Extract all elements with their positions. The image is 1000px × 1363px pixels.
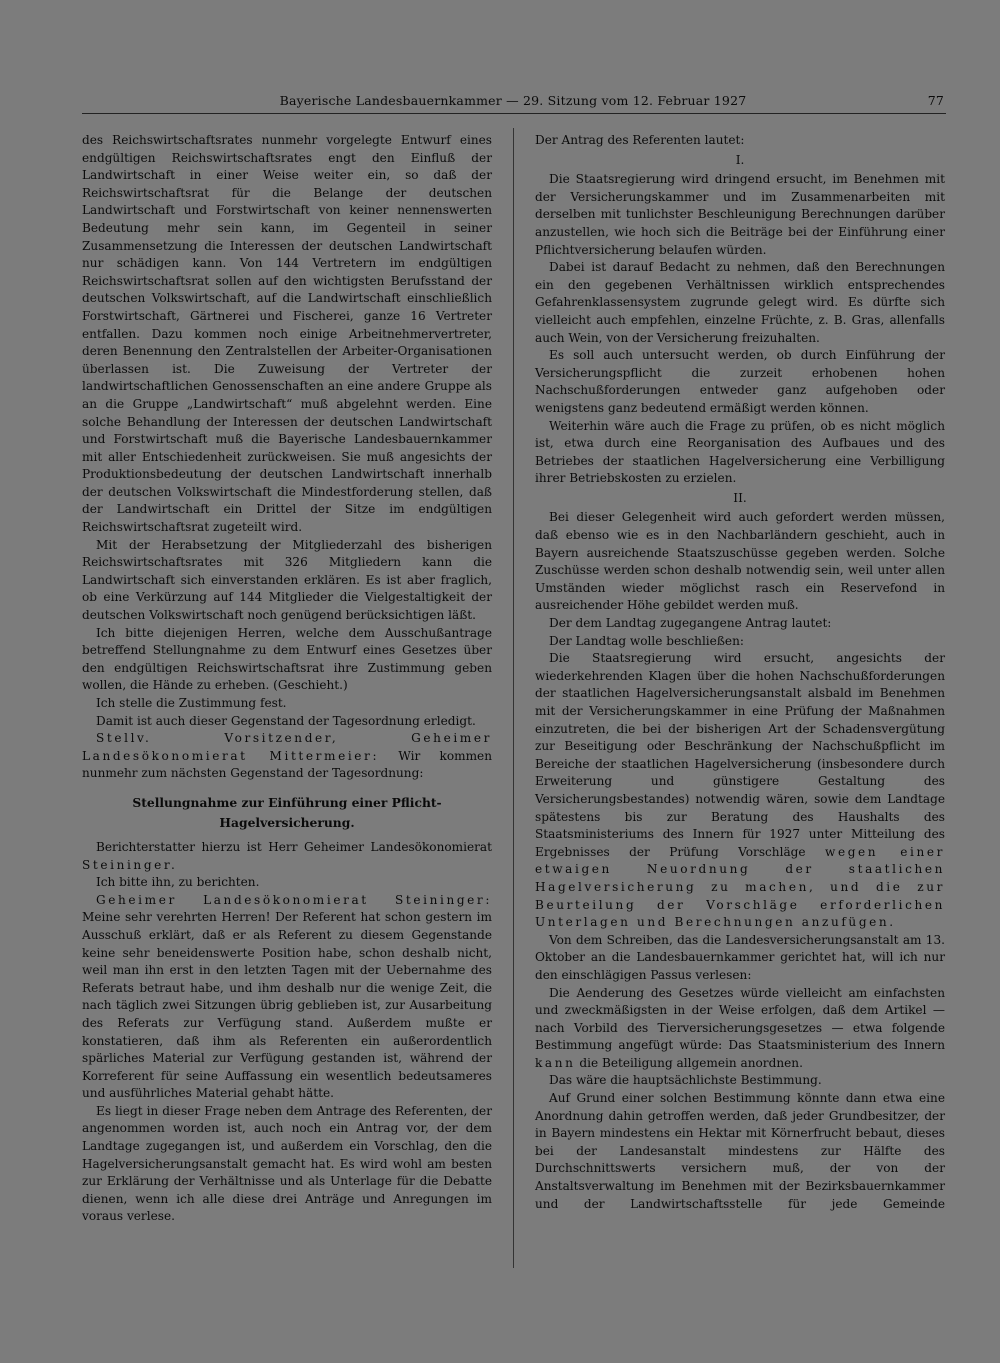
paragraph: Mit der Herabsetzung der Mitgliederzahl des bisherigen Reichswirtschaftsrates mit 326 Mitgliedern kann die Landwirtschaft sich einverstanden erklären. Es ist aber fraglich, ob eine Verkürzung auf 144 Mitglieder die Vielgestaltigkeit der deutschen Volkswirtschaft noch genügend berücksichtigen läßt. xyxy=(82,537,492,623)
section-number: II. xyxy=(733,490,747,505)
left-column xyxy=(82,132,492,1226)
rapporteur-text: Berichterstatter hierzu ist Herr Geheimer Landesökonomierat xyxy=(96,839,492,854)
speech-text: Wir kommen nunmehr zum nächsten Gegenstand der Tagesordnung: xyxy=(82,748,493,781)
motion-emphasis: wegen einer etwaigen Neuordnung der staatlichen Hagelversicherung zu machen, und die zur Beurteilung der Vorschläge erforderlichen Unterlagen und Berechnungen anzufügen. xyxy=(535,844,945,930)
paragraph: Bei dieser Gelegenheit wird auch gefordert werden müssen, daß ebenso wie es in den Nachbarländern geschieht, auch in Bayern ausreichende Staatszuschüsse gegeben werden. Solche Zuschüsse werden schon deshalb notwendig sein, weil unter allen Umständen wieder möglichst rasch ein Reservefond in ausreichender Höhe gebildet werden muß. xyxy=(535,510,945,613)
motion-text: Die Staatsregierung wird ersucht, angesichts der wiederkehrenden Klagen über die hohen Nachschußforderungen der staatlichen Hagelversicherungsanstalt alsbald im Benehmen mit der Versicherungskammer in eine Prüfung der Maßnahmen einzutreten, die bei der bisherigen Art der Schadensvergütung zur Beseitigung oder Beschränkung der Nachschußpflicht im Bereiche der staatlichen Hagelversicherung (insbesondere durch Erweiterung und günstigere Gestaltung des Versicherungsbestandes) notwendig wären, sowie dem Landtage spätestens bis zur Beratung des Haushalts des Staatsministeriums des Innern für 1927 unter Mitteilung des Ergebnisses der Prüfung Vorschläge xyxy=(535,651,945,859)
quote-text: Die Aenderung des Gesetzes würde vielleicht am einfachsten und zweckmäßigsten in der Weise erfolgen, daß dem Artikel — nach Vorbild des Tierversicherungsgesetzes — etwa folgende Bestimmung angefügt würde: Das Staatsministerium des Innern xyxy=(535,985,945,1053)
paragraph xyxy=(82,730,492,783)
paragraph: Ich bitte diejenigen Herren, welche dem Ausschußantrage betreffend Stellungnahme zu dem Entwurf eines Gesetzes über den endgültigen Reichswirtschaftsrat ihre Zustimmung geben wollen, die Hände zu erheben. (Geschieht.) xyxy=(82,625,492,693)
speech-text: Meine sehr verehrten Herren! Der Referent hat schon gestern im Ausschuß erklärt, daß er als Referent zu diesem Gegenstande keine sehr beneidenswerte Position habe, schon deshalb nicht, weil man ihn erst in den letzten Tagen mit der Uebernahme des Referats betraut habe, und ihm deshalb nur die wenige Zeit, die nach täglich zwei Sitzungen übrig geblieben ist, zur Ausarbeitung des Referats zur Verfügung stand. Außerdem mußte er konstatieren, daß ihm als Referenten ein außerordentlich spärliches Material zur Verfügung gestanden ist, während der Korreferent für seine Auffassung ein wesentlich bedeutsameres und ausführliches Material gehabt hätte. xyxy=(82,910,492,1101)
quote-emphasis: kann xyxy=(535,1055,576,1070)
paragraph: Ich stelle die Zustimmung fest. xyxy=(96,696,287,710)
paragraph: Auf Grund einer solchen Bestimmung könnte dann etwa eine Anordnung dahin getroffen werden, daß jeder Grundbesitzer, der in Bayern mindestens ein Hektar mit Körnerfrucht bebaut, dieses bei der Landesanstalt mindestens zur Hälfte des Durchschnittswerts versichern muß, der von der Anstaltsverwaltung im Benehmen mit der Bezirksbauernkammer und der Landwirtschaftsstelle für jede Gemeinde xyxy=(535,1091,945,1211)
right-column xyxy=(535,132,945,1213)
section-heading: Stellungnahme zur Einführung einer Pflicht-Hagelversicherung. xyxy=(132,794,442,830)
paragraph: Dabei ist darauf Bedacht zu nehmen, daß den Berechnungen ein den gegebenen Verhältnissen wirklich entsprechendes Gefahrenklassensystem zugrunde gelegt wird. Es dürfte sich vielleicht auch empfehlen, einzelne Früchte, z. B. Gras, allenfalls auch Wein, von der Versicherung freizuhalten. xyxy=(535,260,945,345)
quote-text: die Beteiligung allgemein anordnen. xyxy=(575,1055,803,1070)
paragraph xyxy=(82,892,492,1103)
header-title: Bayerische Landesbauernkammer — 29. Sitzung vom 12. Februar 1927 xyxy=(279,93,747,108)
paragraph: Ich bitte ihn, zu berichten. xyxy=(96,875,260,890)
paragraph: Die Staatsregierung wird dringend ersucht, im Benehmen mit der Versicherungskammer und im Zusammenarbeiten mit derselben mit tunlichster Beschleunigung Berechnungen darüber anzustellen, wie hoch sich die Beiträge bei der Einführung einer Pflichtversicherung belaufen würden. xyxy=(535,172,945,257)
section-number: I. xyxy=(735,152,745,167)
paragraph: Von dem Schreiben, das die Landesversicherungsanstalt am 13. Oktober an die Landesbauernkammer gerichtet hat, will ich nur den einschlägigen Passus verlesen: xyxy=(535,932,945,982)
paragraph: Weiterhin wäre auch die Frage zu prüfen, ob es nicht möglich ist, etwa durch eine Reorganisation des Aufbaues und des Betriebes der staatlichen Hagelversicherung eine Verbilligung ihrer Betriebskosten zu erzielen. xyxy=(535,418,945,486)
paragraph: Es liegt in dieser Frage neben dem Antrage des Referenten, der angenommen worden ist, auch noch ein Antrag vor, der dem Landtage zugegangen ist, und außerdem ein Vorschlag, den die Hagelversicherungsanstalt gemacht hat. Es wird wohl am besten zur Erklärung der Verhältnisse und als Unterlage für die Debatte dienen, wenn ich alle diese drei Anträge und Anregungen im voraus verlese. xyxy=(82,1103,492,1224)
rapporteur-name: Steininger. xyxy=(82,857,178,872)
paragraph: Es soll auch untersucht werden, ob durch Einführung der Versicherungspflicht die zurzeit erhobenen hohen Nachschußforderungen entweder ganz aufgehoben oder wenigstens ganz bedeutend ermäßigt werden können. xyxy=(535,348,945,415)
column-divider xyxy=(513,128,514,1268)
paragraph xyxy=(535,985,945,1073)
paragraph: Der Landtag wolle beschließen: xyxy=(549,633,744,648)
paragraph: Der dem Landtag zugegangene Antrag lautet: xyxy=(549,616,832,631)
speaker-name: Geheimer Landesökonomierat Steininger: xyxy=(96,892,492,907)
running-header xyxy=(80,93,946,113)
page-number: 77 xyxy=(927,93,944,108)
paragraph xyxy=(535,650,945,932)
paragraph: des Reichswirtschaftsrates nunmehr vorgelegte Entwurf eines endgültigen Reichswirtschaftsrates engt den Einfluß der Landwirtschaft in einer Weise weiter ein, so daß der Reichswirtschaftsrat für die Belange der deutschen Landwirtschaft und Forstwirtschaft von keiner nennenswerten Bedeutung mehr sein kann, im Gegenteil in seiner Zusammensetzung die Interessen der deutschen Landwirtschaft nur schädigen kann. Von 144 Vertretern im endgültigen Reichswirtschaftsrat sollen auf den wichtigsten Berufsstand der deutschen Volkswirtschaft, auf die Landwirtschaft einschließlich Forstwirtschaft, Gärtnerei und Fischerei, ganze 16 Vertreter entfallen. Dazu kommen noch einige Arbeitnehmervertreter, deren Benennung den Zentralstellen der Arbeiter-Organisationen überlassen ist. Die Zuweisung der Vertreter der landwirtschaftlichen Genossenschaften an eine andere Gruppe als an die Gruppe „Landwirtschaft“ muß abgelehnt werden. Eine solche Behandlung der Interessen der deutschen Landwirtschaft und Forstwirtschaft muß die Bayerische Landesbauernkammer mit aller Entschiedenheit zurückweisen. Sie muß angesichts der Produktionsbedeutung der deutschen Landwirtschaft innerhalb der deutschen Volkswirtschaft die Mindestforderung stellen, daß der Landwirtschaft ein Drittel der Sitze im endgültigen Reichswirtschaftsrat zugeteilt wird. xyxy=(82,133,492,535)
paragraph: Damit ist auch dieser Gegenstand der Tagesordnung erledigt. xyxy=(96,713,476,728)
paragraph: Der Antrag des Referenten lautet: xyxy=(535,133,745,147)
paragraph: Das wäre die hauptsächlichste Bestimmung. xyxy=(549,1073,822,1088)
speaker-name: Stellv. Vorsitzender, Geheimer Landesökonomierat Mittermeier: xyxy=(82,731,492,763)
paragraph xyxy=(82,839,492,874)
header-rule xyxy=(82,113,946,114)
